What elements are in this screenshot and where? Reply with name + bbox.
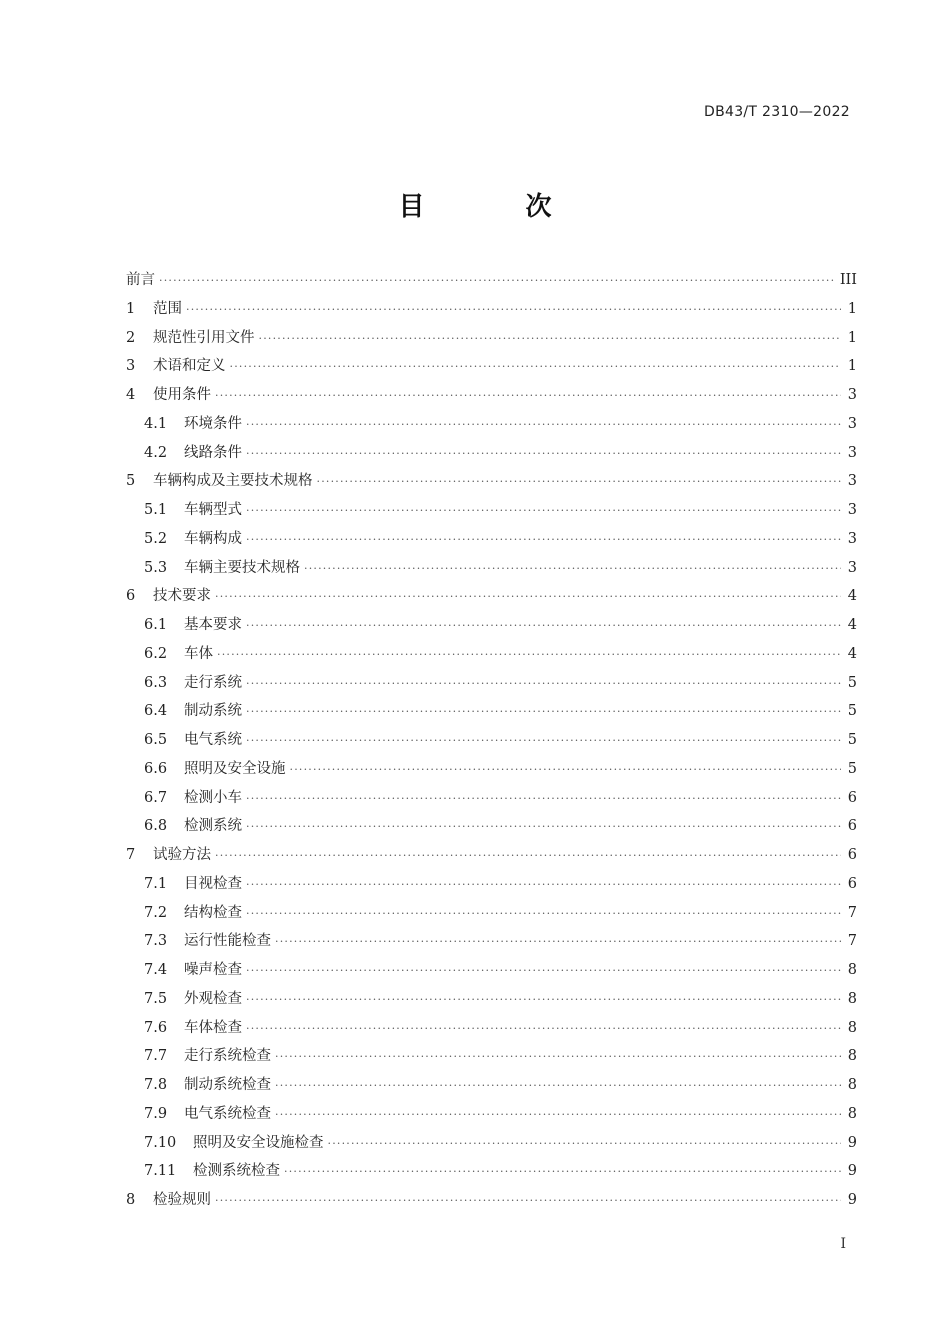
toc-entry-page: 7 [847, 933, 857, 950]
toc-entry-page: 3 [847, 530, 857, 547]
toc-entry-number: 6.1 [144, 617, 168, 633]
toc-entry-number: 5 [126, 473, 136, 490]
toc-entry-label: 电气系统 [184, 732, 242, 748]
toc-entry-page: 3 [847, 473, 857, 490]
toc-entry[interactable] [126, 467, 857, 496]
toc-entry-label: 走行系统检查 [184, 1048, 271, 1065]
toc-entry-number: 2 [126, 329, 136, 346]
dot-leader [215, 842, 841, 871]
toc-entry-page: 9 [847, 1192, 857, 1208]
toc-entry-label: 线路条件 [184, 444, 242, 461]
dot-leader [246, 986, 841, 1015]
toc-entry-label: 车体 [184, 645, 213, 662]
toc-entry-page: 6 [847, 847, 857, 863]
dot-leader [246, 727, 841, 756]
toc-entry[interactable] [126, 525, 857, 554]
page-title: 目 次 [398, 192, 598, 222]
toc-entry[interactable] [126, 324, 857, 353]
toc-entry-number: 7.5 [144, 990, 168, 1007]
toc-entry[interactable] [126, 1100, 857, 1129]
toc-entry-number: 6.3 [144, 674, 168, 691]
dot-leader [246, 612, 841, 641]
dot-leader [215, 382, 841, 411]
toc-entry-number: 7 [126, 847, 136, 863]
toc-entry[interactable] [126, 582, 857, 611]
toc-entry-number: 7.6 [144, 1019, 168, 1036]
dot-leader [275, 1101, 841, 1130]
dot-leader [275, 928, 841, 957]
toc-entry-label: 照明及安全设施 [184, 760, 286, 777]
toc-entry-page: 9 [847, 1163, 857, 1180]
toc-entry-number: 7.4 [144, 962, 168, 978]
dot-leader [215, 1187, 841, 1216]
toc-entry-page: 3 [847, 444, 857, 461]
toc-entry-label: 检测系统 [184, 818, 242, 835]
toc-entry[interactable] [126, 1186, 857, 1215]
toc-entry[interactable] [126, 755, 857, 784]
toc-entry-number: 1 [126, 300, 136, 317]
toc-entry-page: 4 [847, 645, 857, 662]
toc-entry-number: 7.9 [144, 1105, 168, 1122]
toc-entry-label: 车辆型式 [184, 502, 242, 518]
toc-entry-page: 9 [847, 1134, 857, 1151]
table-of-contents [126, 266, 857, 1215]
toc-entry-label: 噪声检查 [184, 962, 242, 978]
toc-entry-page: 3 [847, 387, 857, 403]
dot-leader [246, 411, 841, 440]
dot-leader [246, 526, 841, 555]
toc-entry[interactable] [126, 1129, 857, 1158]
toc-entry[interactable] [126, 726, 857, 755]
dot-leader [246, 785, 841, 814]
toc-entry-page: 1 [847, 300, 857, 317]
toc-entry-label: 基本要求 [184, 617, 242, 633]
dot-leader [246, 698, 841, 727]
toc-entry-label: 技术要求 [153, 588, 211, 605]
dot-leader [230, 353, 842, 382]
dot-leader [159, 267, 836, 296]
toc-entry[interactable] [126, 899, 857, 928]
dot-leader [259, 325, 842, 354]
toc-entry-page: 4 [847, 588, 857, 605]
toc-entry-label: 车体检查 [184, 1019, 242, 1036]
toc-entry-page: 3 [847, 559, 857, 576]
dot-leader [246, 670, 841, 699]
toc-entry[interactable] [126, 381, 857, 410]
toc-entry-page: 8 [847, 1048, 857, 1065]
toc-entry-label: 前言 [126, 272, 155, 288]
dot-leader [317, 468, 842, 497]
toc-entry-page: 5 [847, 703, 857, 720]
toc-entry-page: 8 [847, 1105, 857, 1122]
toc-entry[interactable] [126, 410, 857, 439]
toc-entry-label: 目视检查 [184, 875, 242, 892]
toc-entry[interactable] [126, 640, 857, 669]
toc-entry-number: 3 [126, 358, 136, 375]
toc-entry[interactable] [126, 554, 857, 583]
toc-entry-label: 使用条件 [153, 387, 211, 403]
dot-leader [275, 1043, 841, 1072]
dot-leader [246, 871, 841, 900]
toc-entry-label: 制动系统 [184, 703, 242, 720]
toc-entry[interactable] [126, 496, 857, 525]
toc-entry[interactable] [126, 295, 857, 324]
toc-entry[interactable] [126, 870, 857, 899]
toc-entry[interactable] [126, 956, 857, 985]
toc-entry-number: 6.8 [144, 818, 168, 835]
toc-entry-page: 4 [847, 617, 857, 633]
toc-entry-number: 4 [126, 387, 136, 403]
toc-entry-number: 7.10 [144, 1134, 177, 1151]
dot-leader [246, 813, 841, 842]
toc-entry-page: 8 [847, 1077, 857, 1093]
toc-entry[interactable] [126, 266, 857, 295]
toc-entry[interactable] [126, 927, 857, 956]
toc-entry-page: 8 [847, 1019, 857, 1036]
toc-entry-number: 6 [126, 588, 136, 605]
toc-entry-label: 电气系统检查 [184, 1105, 271, 1122]
toc-entry-label: 车辆构成及主要技术规格 [153, 473, 313, 490]
toc-entry-page: 1 [847, 358, 857, 375]
toc-entry-page: 6 [847, 789, 857, 806]
toc-entry-label: 走行系统 [184, 674, 242, 691]
toc-entry-number: 5.2 [144, 530, 168, 547]
toc-entry-label: 外观检查 [184, 990, 242, 1007]
dot-leader [304, 555, 841, 584]
toc-entry[interactable] [126, 812, 857, 841]
toc-entry[interactable] [126, 985, 857, 1014]
toc-entry[interactable] [126, 1157, 857, 1186]
toc-entry-label: 车辆主要技术规格 [184, 559, 300, 576]
toc-entry-label: 检测小车 [184, 789, 242, 806]
toc-entry-page: 5 [847, 674, 857, 691]
toc-entry-number: 7.7 [144, 1048, 168, 1065]
toc-entry-label: 制动系统检查 [184, 1077, 271, 1093]
toc-entry-number: 7.11 [144, 1163, 177, 1180]
toc-entry-page: 8 [847, 990, 857, 1007]
toc-entry-page: 8 [847, 962, 857, 978]
toc-entry-page: 6 [847, 818, 857, 835]
toc-entry-number: 4.2 [144, 444, 168, 461]
toc-entry-label: 环境条件 [184, 415, 242, 432]
toc-entry-page: 5 [847, 732, 857, 748]
dot-leader [246, 440, 841, 469]
dot-leader [246, 497, 841, 526]
toc-entry[interactable] [126, 669, 857, 698]
toc-entry-page: 7 [847, 904, 857, 921]
toc-entry-label: 照明及安全设施检查 [193, 1134, 324, 1151]
toc-entry-label: 规范性引用文件 [153, 329, 255, 346]
document-code: DB43/T 2310—2022 [704, 104, 850, 120]
toc-entry-label: 检测系统检查 [193, 1163, 280, 1180]
toc-entry[interactable] [126, 611, 857, 640]
footer-page-number: I [840, 1236, 846, 1252]
toc-entry-page: III [839, 272, 857, 288]
toc-entry[interactable] [126, 1014, 857, 1043]
toc-entry[interactable] [126, 1071, 857, 1100]
toc-entry[interactable] [126, 841, 857, 870]
dot-leader [186, 296, 841, 325]
toc-entry-label: 术语和定义 [153, 358, 226, 375]
toc-entry-number: 6.4 [144, 703, 168, 720]
toc-entry-number: 6.7 [144, 789, 168, 806]
toc-entry-number: 7.1 [144, 875, 168, 892]
toc-entry-page: 3 [847, 502, 857, 518]
dot-leader [284, 1158, 841, 1187]
toc-entry-label: 试验方法 [153, 847, 211, 863]
dot-leader [328, 1130, 842, 1159]
dot-leader [217, 641, 841, 670]
dot-leader [290, 756, 842, 785]
toc-entry-page: 5 [847, 760, 857, 777]
toc-entry-number: 5.1 [144, 502, 168, 518]
toc-entry-number: 6.5 [144, 732, 168, 748]
dot-leader [275, 1072, 841, 1101]
toc-entry-page: 3 [847, 415, 857, 432]
dot-leader [246, 1015, 841, 1044]
toc-entry-number: 7.8 [144, 1077, 168, 1093]
toc-entry-label: 车辆构成 [184, 530, 242, 547]
toc-entry-page: 1 [847, 329, 857, 346]
toc-entry-number: 6.2 [144, 645, 168, 662]
toc-entry[interactable] [126, 352, 857, 381]
toc-entry-page: 6 [847, 875, 857, 892]
toc-entry-number: 5.3 [144, 559, 168, 576]
toc-entry[interactable] [126, 784, 857, 813]
toc-entry-label: 运行性能检查 [184, 933, 271, 950]
toc-entry[interactable] [126, 439, 857, 468]
toc-entry-label: 检验规则 [153, 1192, 211, 1208]
dot-leader [246, 957, 841, 986]
toc-entry-number: 4.1 [144, 415, 168, 432]
toc-entry-label: 范围 [153, 300, 182, 317]
dot-leader [246, 900, 841, 929]
toc-entry-label: 结构检查 [184, 904, 242, 921]
toc-entry[interactable] [126, 1042, 857, 1071]
toc-entry[interactable] [126, 697, 857, 726]
toc-entry-number: 6.6 [144, 760, 168, 777]
dot-leader [215, 583, 841, 612]
toc-entry-number: 7.2 [144, 904, 168, 921]
toc-entry-number: 8 [126, 1192, 136, 1208]
toc-entry-number: 7.3 [144, 933, 168, 950]
